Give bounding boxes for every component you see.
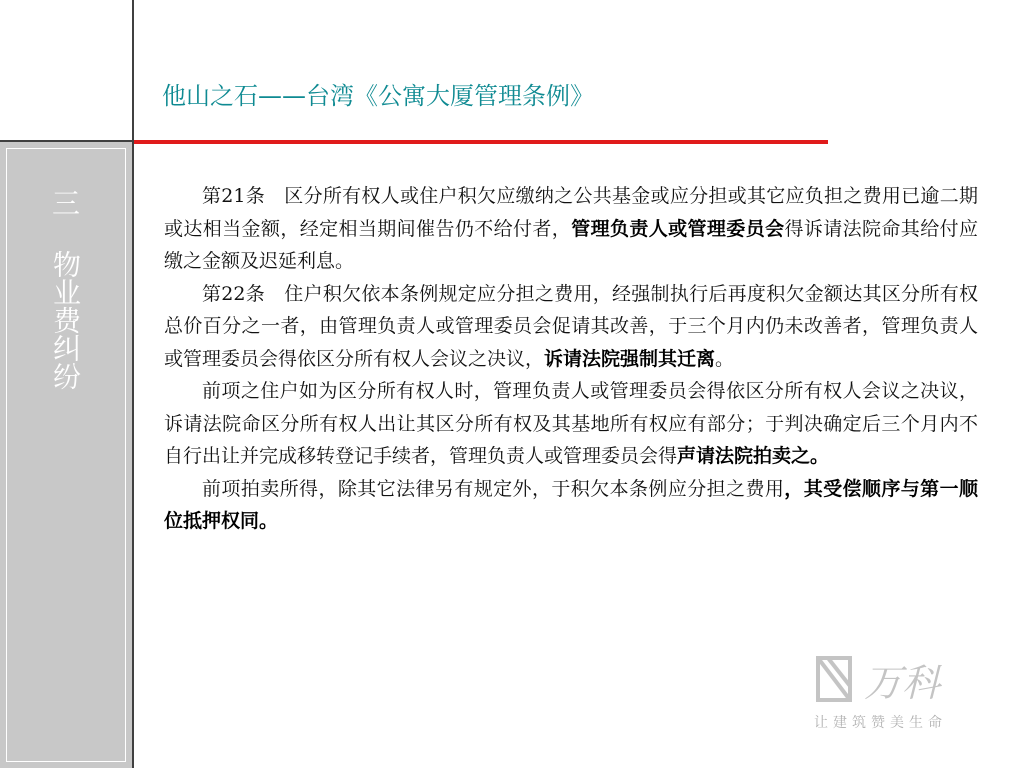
paragraph-4-bold: ，其受偿顺序与第一顺位抵押权同。 bbox=[164, 477, 978, 532]
section-number: 三 bbox=[51, 187, 80, 220]
sidebar-frame bbox=[6, 148, 126, 762]
article-21-bold: 管理负责人或管理委员会 bbox=[571, 217, 785, 240]
article-22-text: 第22条 住户积欠依本条例规定应分担之费用，经强制执行后再度积欠金额达其区分所有权总价百分之一者，由管理负责人或管理委员会促请其改善，于三个月内仍未改善者，管理负责人或管理委员会得依区分所有权人会议之决议， bbox=[164, 282, 978, 370]
title-underline bbox=[134, 140, 828, 144]
left-header-block bbox=[0, 0, 134, 140]
article-21-text: 第21条 区分所有权人或住户积欠应缴纳之公共基金或应分担或其它应负担之费用已逾二期或达相当金额，经定相当期间催告仍不给付者， bbox=[164, 185, 978, 240]
paragraph-3-bold: 声请法院拍卖之。 bbox=[677, 445, 830, 467]
paragraph-3 bbox=[164, 375, 978, 473]
logo-text: 万科 bbox=[864, 661, 941, 705]
paragraph-4-text: 前项拍卖所得，除其它法律另有规定外，于积欠本条例应分担之费用 bbox=[202, 477, 785, 500]
slogan: 让建筑赞美生命 bbox=[814, 715, 947, 731]
article-22-tail: 。 bbox=[715, 347, 735, 370]
article-21 bbox=[164, 180, 978, 278]
article-22-bold: 诉请法院强制其迁离 bbox=[544, 347, 716, 370]
sidebar-panel bbox=[0, 142, 134, 768]
section-title: 物业费纠纷 bbox=[49, 250, 82, 390]
body-text bbox=[164, 180, 978, 538]
paragraph-3-text: 前项之住户如为区分所有权人时，管理负责人或管理委员会得依区分所有权人会议之决议，诉请法院命区分所有权人出让其区分所有权及其基地所有权应有部分；于判决确定后三个月内不自行出让并完成移转登记手续者，管理负责人或管理委员会得 bbox=[164, 380, 978, 467]
slide-title: 他山之石——台湾《公寓大厦管理条例》 bbox=[162, 82, 594, 110]
article-21-tail: 得诉请法院命其给付应缴之金额及迟延利息。 bbox=[164, 217, 978, 272]
article-22 bbox=[164, 278, 978, 376]
paragraph-4 bbox=[164, 473, 978, 538]
